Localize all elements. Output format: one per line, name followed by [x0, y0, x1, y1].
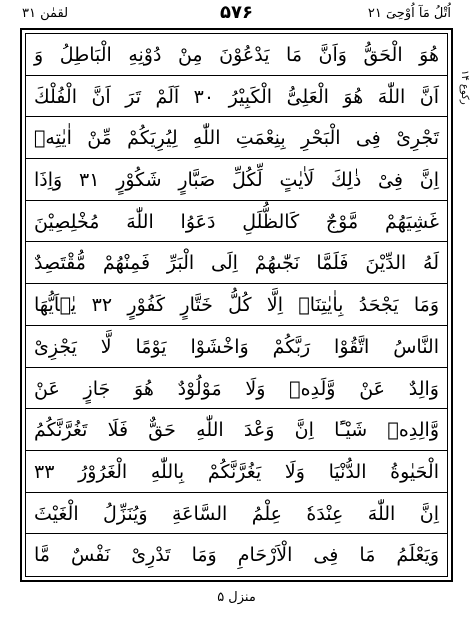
text-line-5: غَشِیَهُمْ مَّوْجٌ كَالظُّلَلِ دَعَوُا اللّٰهَ مُخْلِصِیْنَ [26, 201, 447, 243]
text-block [26, 34, 447, 576]
text-line-4: اِنَّ فِیْ ذٰلِكَ لَاٰیٰتٍ لِّكُلِّ صَبَّارٍ شَكُوْرٍ ۳۱ وَاِذَا [26, 159, 447, 201]
text-line-12: اِنَّ اللّٰهَ عِنْدَهٗ عِلْمُ السَّاعَةِ وَیُنَزِّلُ الْغَیْثَ [26, 493, 447, 535]
text-line-2: اَنَّ اللّٰهَ هُوَ الْعَلِیُّ الْكَبِیْرُ ۳۰ اَلَمْ تَرَ اَنَّ الْفُلْكَ [26, 76, 447, 118]
text-line-13: وَیَعْلَمُ مَا فِی الْاَرْحَامِ وَمَا تَدْرِیْ نَفْسٌ مَّا [34, 544, 439, 567]
ruku-margin-note: رکوع ۱۴ [459, 70, 470, 105]
surah-name: لقمٰن ۳۱ [22, 6, 69, 21]
text-line-7: وَمَا یَجْحَدُ بِاٰیٰتِنَاۤ اِلَّا كُلُّ خَتَّارٍ كَفُوْرٍ ۳۲ یٰۤاَیُّهَا [26, 284, 447, 326]
text-line-10: وَّالِدِهٖ شَیْـًٔا اِنَّ وَعْدَ اللّٰهِ حَقٌّ فَلَا تَغُرَّنَّكُمُ [26, 409, 447, 451]
text-line-9: وَالِدٌ عَنْ وَّلَدِهٖ وَلَا مَوْلُوْدٌ هُوَ جَازٍ عَنْ [26, 368, 447, 410]
text-line-11: الْحَیٰوةُ الدُّنْیَا وَلَا یَغُرَّنَّكُمْ بِاللّٰهِ الْغَرُوْرُ ۳۳ [26, 451, 447, 493]
page-number: ۵۷۶ [220, 2, 253, 23]
text-line-8: النَّاسُ اتَّقُوْا رَبَّكُمْ وَاخْشَوْا یَوْمًا لَّا یَجْزِیْ [26, 326, 447, 368]
page-header [16, 2, 457, 28]
text-line-6: لَهُ الدِّیْنَ فَلَمَّا نَجّٰىهُمْ اِلَی الْبَرِّ فَمِنْهُمْ مُّقْتَصِدٌ [26, 242, 447, 284]
text-line-3: تَجْرِیْ فِی الْبَحْرِ بِنِعْمَتِ اللّٰهِ لِیُرِیَكُمْ مِّنْ اٰیٰتِهٖ [26, 117, 447, 159]
juz-name: اُتْلُ مَآ اُوْحِیَ ۲۱ [367, 6, 451, 21]
text-line-1: هُوَ الْحَقُّ وَاَنَّ مَا یَدْعُوْنَ مِنْ دُوْنِهِ الْبَاطِلُ وَ [26, 34, 447, 76]
manzil-footer: منزل ۵ [217, 590, 256, 605]
